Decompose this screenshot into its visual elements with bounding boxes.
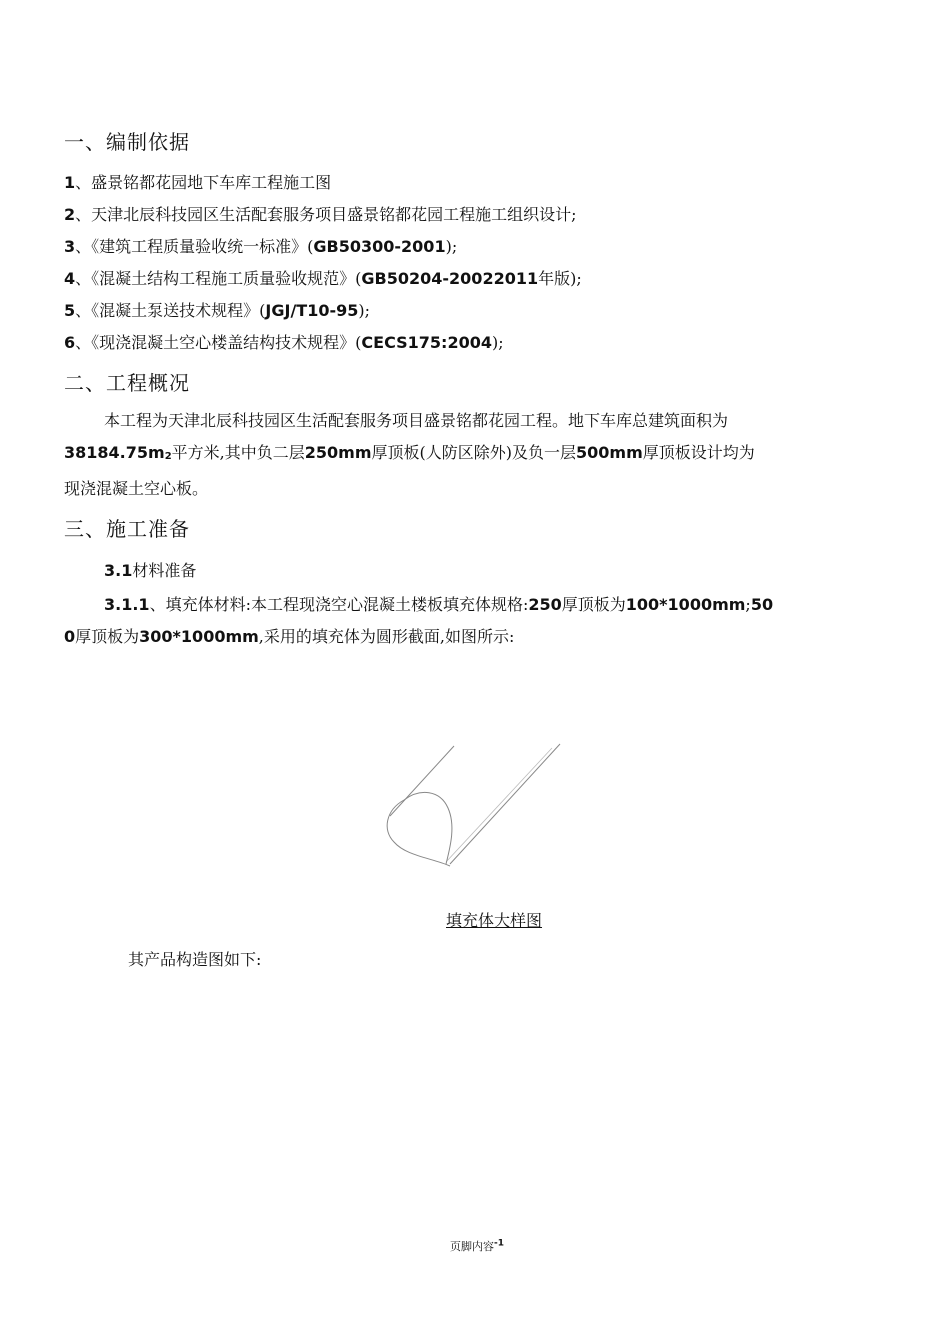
list-item [64, 333, 504, 353]
item-text: 《混凝土泵送技术规程》( [91, 301, 266, 320]
overview-text: 厚顶板设计均为 [642, 443, 755, 462]
item-text: 《混凝土结构工程施工质量验收规范》( [91, 269, 362, 288]
filler-sketch-line [390, 746, 454, 816]
section-heading-basis: 一、编制依据 [64, 130, 190, 154]
subsection-label: 材料准备 [132, 561, 197, 580]
spec-value: 100*1000mm [625, 595, 746, 614]
filler-sketch-arc [387, 800, 450, 866]
spec-value: 300*1000mm [139, 627, 259, 646]
footer-text: 页脚内容 [450, 1240, 494, 1253]
item-text: 《建筑工程质量验收统一标准》( [91, 237, 314, 256]
item-text-end: ); [491, 333, 504, 352]
item-sep: 、 [75, 173, 92, 192]
filler-text: ; [745, 595, 751, 614]
standard-code: GB50300-2001 [313, 237, 446, 256]
filler-text: 、填充体材料:本工程现浇空心混凝土楼板填充体规格: [149, 595, 529, 614]
filler-sketch-line [450, 744, 560, 864]
figure-caption: 填充体大样图 [446, 911, 543, 930]
item-text-end: 年版); [538, 269, 582, 288]
product-structure-line: 其产品构造图如下: [128, 950, 262, 969]
section-heading-overview: 二、工程概况 [64, 371, 190, 395]
area-unit-sub: 2 [164, 451, 172, 462]
list-item [64, 301, 370, 321]
item-sep: 、 [75, 333, 92, 352]
spec-value: 50 [750, 595, 774, 614]
subsection-title [104, 561, 196, 581]
filler-paragraph [64, 589, 884, 653]
item-sep: 、 [75, 237, 92, 256]
spec-value: 250 [528, 595, 562, 614]
list-item [64, 173, 331, 193]
item-text-end: ); [445, 237, 458, 256]
filler-text: 厚顶板为 [561, 595, 626, 614]
item-number: 2 [64, 205, 76, 224]
list-item [64, 237, 457, 257]
item-sep: 、 [75, 301, 92, 320]
item-number: 1 [64, 173, 76, 192]
footer-page-number: -1 [494, 1238, 504, 1249]
area-value: 38184.75m [64, 443, 165, 462]
thickness-2: 500mm [576, 443, 643, 462]
item-text: 《现浇混凝土空心楼盖结构技术规程》( [91, 333, 362, 352]
page-footer [450, 1238, 504, 1254]
item-sep: 、 [75, 269, 92, 288]
thickness-1: 250mm [304, 443, 372, 462]
item-number: 4 [64, 269, 76, 288]
filler-text: 厚顶板为 [75, 627, 140, 646]
filler-sketch-figure [380, 738, 570, 873]
standard-code: CECS175:2004 [361, 333, 492, 352]
item-number: 5 [64, 301, 76, 320]
overview-line-2 [64, 437, 884, 473]
overview-text: 平方米,其中负二层 [171, 443, 305, 462]
overview-paragraph [64, 405, 884, 505]
overview-line-1: 本工程为天津北辰科技园区生活配套服务项目盛景铭都花园工程。地下车库总建筑面积为 [104, 411, 729, 430]
item-number: 3.1.1 [104, 595, 150, 614]
item-number: 3 [64, 237, 76, 256]
filler-sketch-line [446, 748, 552, 862]
subsection-number: 3.1 [104, 561, 133, 580]
filler-line-1 [64, 589, 884, 621]
item-text: 盛景铭都花园地下车库工程施工图 [91, 173, 332, 192]
filler-text: ,采用的填充体为圆形截面,如图所示: [258, 627, 515, 646]
standard-code: GB50204-20022011 [361, 269, 539, 288]
section-heading-preparation: 三、施工准备 [64, 517, 190, 541]
spec-value: 0 [64, 627, 76, 646]
list-item [64, 205, 577, 225]
overview-text: 厚顶板(人防区除外)及负一层 [371, 443, 576, 462]
filler-line-2 [64, 621, 884, 653]
item-text-end: ); [358, 301, 371, 320]
standard-code: JGJ/T10-95 [265, 301, 359, 320]
overview-line-3: 现浇混凝土空心板。 [64, 479, 209, 498]
list-item [64, 269, 582, 289]
item-number: 6 [64, 333, 76, 352]
item-sep: 、 [75, 205, 92, 224]
item-text: 天津北辰科技园区生活配套服务项目盛景铭都花园工程施工组织设计; [91, 205, 577, 224]
